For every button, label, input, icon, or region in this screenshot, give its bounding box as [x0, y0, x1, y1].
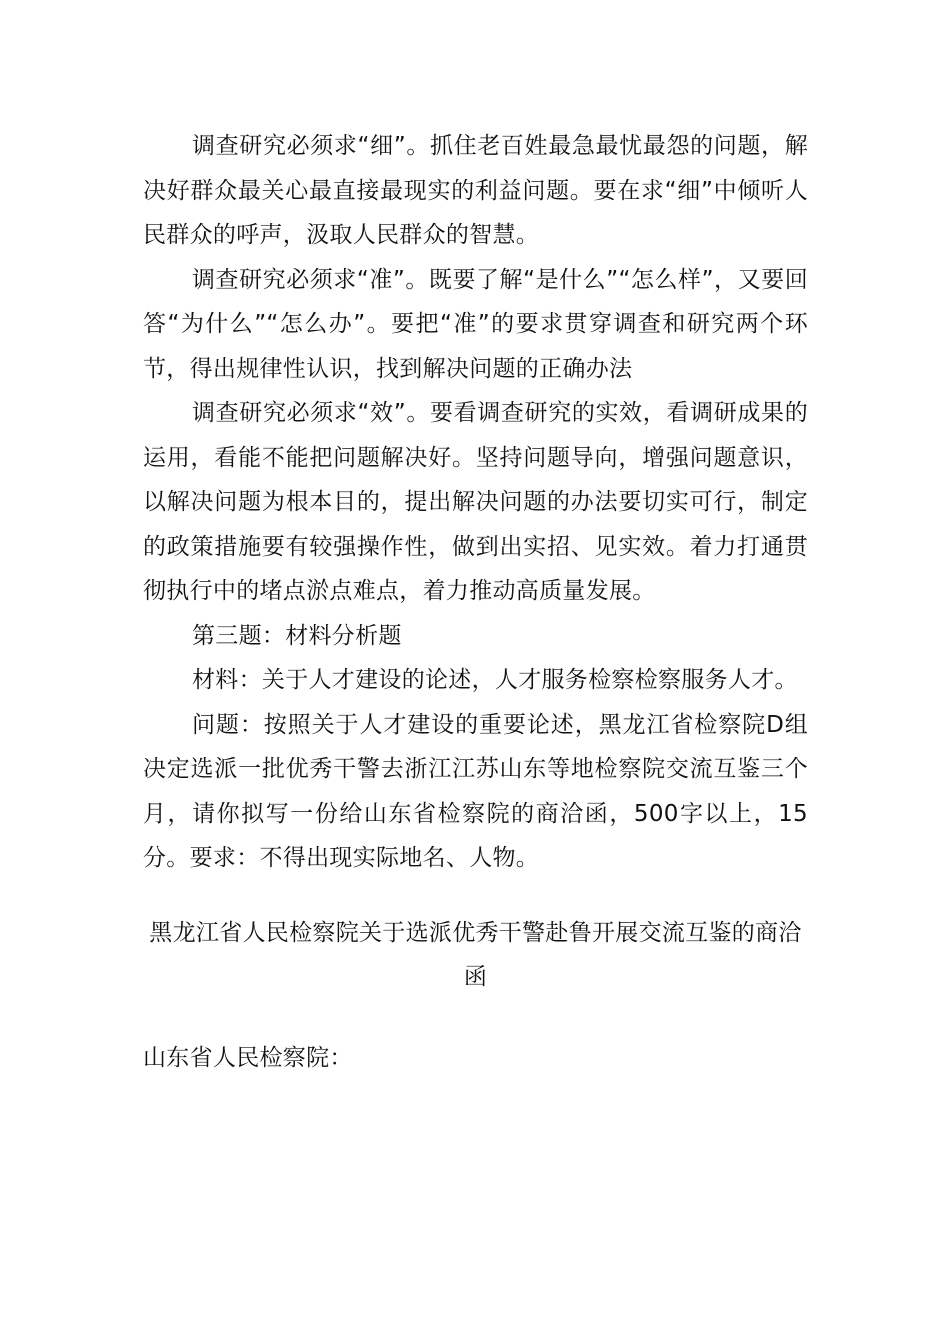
- material-paragraph: 材料：关于人才建设的论述，人才服务检察检察服务人才。: [192, 667, 798, 693]
- document-body: [143, 124, 808, 1080]
- paragraph-research-detail: 调查研究必须求“细”。抓住老百姓最急最忧最怨的问题，解决好群众最关心最直接最现实的利益问题。要在求“细”中倾听人民群众的呼声，汲取人民群众的智慧。: [143, 133, 808, 248]
- paragraph-research-accuracy: 调查研究必须求“准”。既要了解“是什么”“怎么样”，又要回答“为什么”“怎么办”。要把“准”的要求贯穿调查和研究两个环节，得出规律性认识，找到解决问题的正确办法: [143, 266, 808, 382]
- paragraph-research-effect: 调查研究必须求“效”。要看调查研究的实效，看调研成果的运用，看能不能把问题解决好。坚持问题导向，增强问题意识，以解决问题为根本目的，提出解决问题的办法要切实可行，制定的政策措施要有较强操作性，做到出实招、见实效。着力打通贯彻执行中的堵点淤点难点，着力推动高质量发展。: [143, 400, 808, 604]
- question-heading: 第三题：材料分析题: [192, 622, 402, 649]
- letter-title: 黑龙江省人民检察院关于选派优秀干警赴鲁开展交流互鉴的商洽函: [149, 919, 802, 990]
- letter-salutation: 山东省人民检察院：: [143, 1044, 353, 1071]
- question-paragraph: 问题：按照关于人才建设的重要论述，黑龙江省检察院D组决定选派一批优秀干警去浙江江苏山东等地检察院交流互鉴三个月，请你拟写一份给山东省检察院的商洽函，500字以上，15分。要求：不得出现实际地名、人物。: [143, 711, 808, 871]
